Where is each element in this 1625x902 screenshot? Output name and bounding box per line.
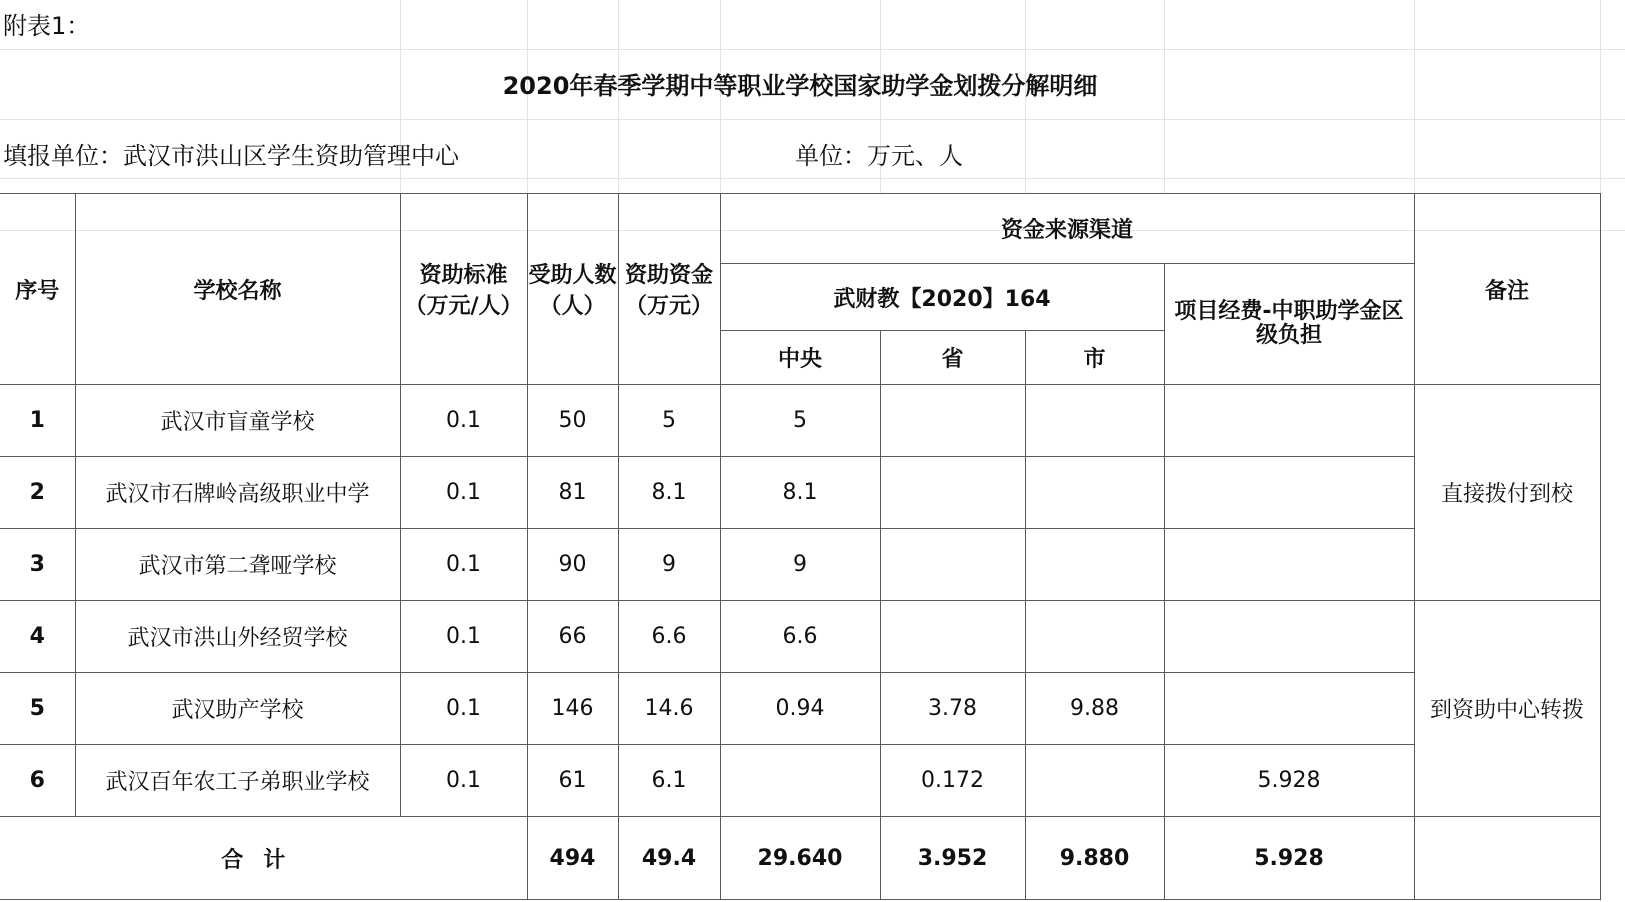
row-seq: 2 [0,457,75,529]
header-doc: 武财教【2020】164 [720,264,1164,331]
header-amount: 资助资金（万元） [618,194,720,385]
header-project: 项目经费-中职助学金区级负担 [1164,264,1414,385]
header-standard: 资助标准（万元/人） [400,194,527,385]
table-row [0,529,1600,601]
table-row [0,457,1600,529]
row-amount: 9 [618,529,720,601]
header-school: 学校名称 [75,194,400,385]
row-central: 5 [720,385,880,457]
row-city [1025,385,1164,457]
row-standard: 0.1 [400,601,527,673]
row-project [1164,601,1414,673]
unit-label: 单位：万元、人 [795,142,963,170]
page-title: 2020年春季学期中等职业学校国家助学金划拨分解明细 [502,72,1098,100]
row-school: 武汉市洪山外经贸学校 [75,601,400,673]
row-amount: 6.6 [618,601,720,673]
header-central: 中央 [720,331,880,385]
row-province [880,457,1025,529]
row-city [1025,745,1164,817]
row-city [1025,529,1164,601]
row-seq: 4 [0,601,75,673]
row-seq: 5 [0,673,75,745]
table-row [0,601,1600,673]
row-school: 武汉助产学校 [75,673,400,745]
row-count: 81 [527,457,618,529]
row-seq: 3 [0,529,75,601]
total-label: 合计 [0,817,527,900]
row-standard: 0.1 [400,745,527,817]
table-row [0,673,1600,745]
row-count: 50 [527,385,618,457]
row-count: 66 [527,601,618,673]
row-project [1164,457,1414,529]
row-central: 9 [720,529,880,601]
total-province: 3.952 [880,817,1025,900]
filing-unit: 填报单位：武汉市洪山区学生资助管理中心 [3,142,459,170]
row-amount: 5 [618,385,720,457]
row-project [1164,529,1414,601]
row-amount: 14.6 [618,673,720,745]
row-standard: 0.1 [400,529,527,601]
row-province: 3.78 [880,673,1025,745]
header-source: 资金来源渠道 [720,194,1414,264]
total-central: 29.640 [720,817,880,900]
row-project [1164,385,1414,457]
row-standard: 0.1 [400,673,527,745]
total-project: 5.928 [1164,817,1414,900]
row-province [880,385,1025,457]
attachment-label: 附表1： [3,12,91,40]
remark-transfer: 到资助中心转拨 [1414,601,1600,817]
row-school: 武汉市第二聋哑学校 [75,529,400,601]
grid-line [0,49,1625,50]
row-city: 9.88 [1025,673,1164,745]
row-school: 武汉市盲童学校 [75,385,400,457]
row-seq: 1 [0,385,75,457]
header-count: 受助人数（人） [527,194,618,385]
header-seq: 序号 [0,194,75,385]
row-count: 146 [527,673,618,745]
row-central: 6.6 [720,601,880,673]
row-seq: 6 [0,745,75,817]
total-count: 494 [527,817,618,900]
row-city [1025,601,1164,673]
row-standard: 0.1 [400,385,527,457]
row-amount: 8.1 [618,457,720,529]
table-row [0,385,1600,457]
row-school: 武汉百年农工子弟职业学校 [75,745,400,817]
row-province [880,529,1025,601]
row-central [720,745,880,817]
row-amount: 6.1 [618,745,720,817]
total-row [0,817,1600,900]
remark-direct: 直接拨付到校 [1414,385,1600,601]
row-project: 5.928 [1164,745,1414,817]
row-standard: 0.1 [400,457,527,529]
row-province: 0.172 [880,745,1025,817]
row-count: 90 [527,529,618,601]
table-row [0,745,1600,817]
total-remark [1414,817,1600,900]
total-city: 9.880 [1025,817,1164,900]
header-remark: 备注 [1414,194,1600,385]
header-province: 省 [880,331,1025,385]
row-school: 武汉市石牌岭高级职业中学 [75,457,400,529]
row-project [1164,673,1414,745]
row-city [1025,457,1164,529]
row-province [880,601,1025,673]
row-central: 8.1 [720,457,880,529]
row-count: 61 [527,745,618,817]
grid-line [0,178,1625,179]
total-amount: 49.4 [618,817,720,900]
allocation-table [0,193,1601,900]
row-central: 0.94 [720,673,880,745]
header-city: 市 [1025,331,1164,385]
grid-line [0,119,1625,120]
